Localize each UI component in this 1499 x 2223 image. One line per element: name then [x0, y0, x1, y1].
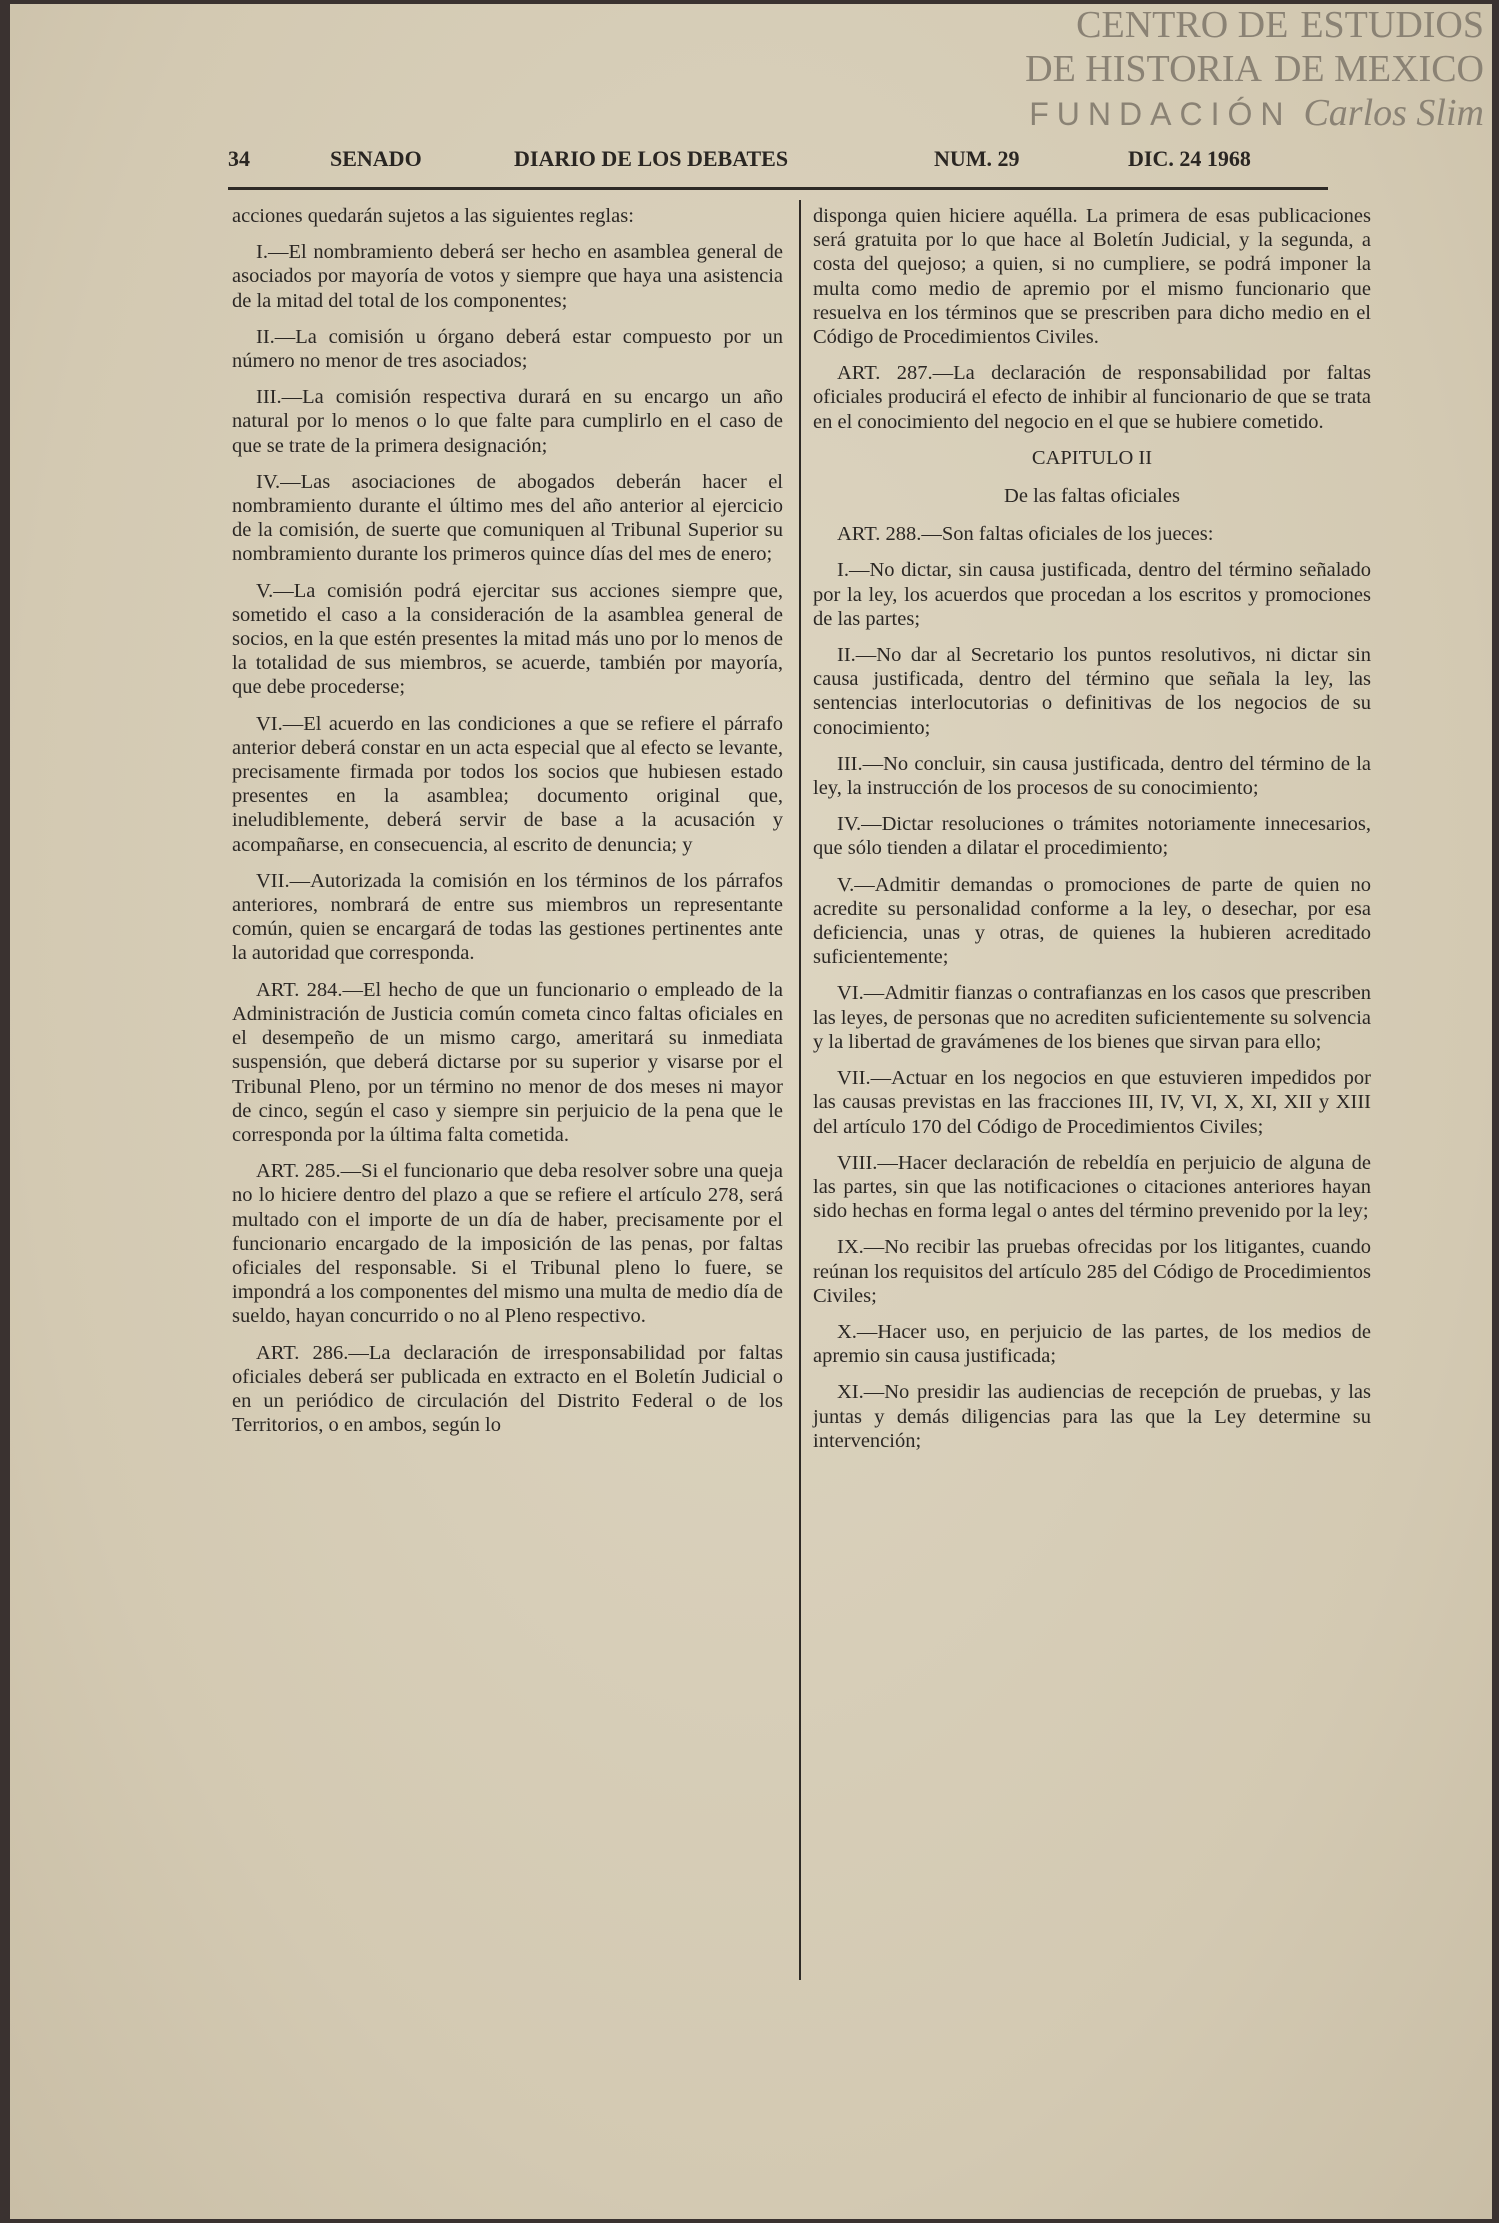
- left-column: [232, 204, 783, 1449]
- paragraph: VI.—El acuerdo en las condiciones a que se refiere el párrafo anterior deberá constar en un acta especial que al efecto se levante, precisamente firmada por todos los socios que hubiesen estado presentes en la asamblea; documento original que, ineludiblemente, deberá servir de base a la acusación y acompañarse, en consecuencia, al escrito de denuncia; y: [232, 712, 783, 856]
- paragraph: disponga quien hiciere aquélla. La primera de esas publicaciones será gratuita por lo que hace al Boletín Judicial, y la segunda, a costa del quejoso; a quien, si no cumpliere, se podrá imponer la multa como medio de apremio por el mismo funcionario que resuelva en los términos que se prescriben para dicho medio en el Código de Procedimientos Civiles.: [813, 205, 1371, 349]
- paragraph: X.—Hacer uso, en perjuicio de las partes, de los medios de apremio sin causa justificada;: [813, 1320, 1371, 1368]
- paragraph: I.—El nombramiento deberá ser hecho en asamblea general de asociados por mayoría de votos y siempre que haya una asistencia de la mitad del total de los componentes;: [232, 241, 783, 312]
- paragraph: IV.—Dictar resoluciones o trámites notoriamente innecesarios, que sólo tienden a dilatar el procedimiento;: [813, 813, 1371, 860]
- watermark-row: [1013, 48, 1484, 90]
- watermark-line: DE HISTORIA: [1025, 48, 1262, 90]
- watermark: [880, 2, 1492, 136]
- paragraph: ART. 287.—La declaración de responsabilidad por faltas oficiales producirá el efecto de inhibir al funcionario de que se trata en el conocimiento del negocio en el que se hubiere cometido.: [813, 362, 1371, 433]
- paragraph: V.—La comisión podrá ejercitar sus acciones siempre que, sometido el caso a la consideración de la asamblea general de socios, en la que estén presentes la mitad más uno por lo menos de la totalidad de sus miembros, se acuerde, también por mayoría, que debe procederse;: [232, 579, 783, 699]
- page-number: 34: [228, 146, 250, 171]
- paragraph: VII.—Autorizada la comisión en los términos de los párrafos anteriores, nombrará de entre sus miembros un representante común, quien se encargará de todas las gestiones pertinentes ante la autoridad que corresponda.: [232, 869, 783, 965]
- paragraph: ART. 286.—La declaración de irresponsabilidad por faltas oficiales deberá ser publicada en extracto en el Boletín Judicial o en un periódico de circulación del Distrito Federal o de los Territorios, o en ambos, según lo: [232, 1341, 783, 1437]
- paragraph: VIII.—Hacer declaración de rebeldía en perjuicio de alguna de las partes, sin que las notificaciones o citaciones anteriores hayan sido hechas en forma legal o antes del término prevenido por la ley;: [813, 1151, 1371, 1223]
- paragraph: V.—Admitir demandas o promociones de parte de quien no acredite su personalidad conforme a la ley, o desechar, por esa deficiencia, unas y otras, de quienes la hubieren acreditado suficientemente;: [813, 873, 1371, 969]
- paragraph: ART. 285.—Si el funcionario que deba resolver sobre una queja no lo hiciere dentro del plazo a que se refiere el artículo 278, será multado con el importe de un día de haber, precisamente por el funcionario encargado de la imposición de las penas, por faltas oficiales del responsable. Si el Tribunal pleno lo fuere, se impondrá a los componentes del mismo una multa de medio día de sueldo, hayan concurrido o no al Pleno respectivo.: [232, 1160, 783, 1328]
- watermark-line: DE MEXICO: [1273, 48, 1484, 90]
- watermark-foundation: FUNDACIÓN: [1029, 96, 1292, 132]
- paragraph: VI.—Admitir fianzas o contrafianzas en los casos que prescriben las leyes, de personas que no acrediten suficientemente su solvencia y la libertad de gravámenes de los bienes que sirvan para ello;: [813, 982, 1371, 1053]
- watermark-signature: Carlos Slim: [1303, 92, 1484, 134]
- paragraph: I.—No dictar, sin causa justificada, dentro del término señalado por la ley, los acuerdos que procedan a los escritos y promociones de las partes;: [813, 559, 1371, 630]
- paragraph: II.—No dar al Secretario los puntos resolutivos, ni dictar sin causa justificada, dentro del término que señala la ley, las sentencias interlocutorias o definitivas de los negocios de su conocimiento;: [813, 644, 1371, 739]
- watermark-line: CENTRO DE: [1076, 4, 1289, 46]
- right-column: [813, 204, 1371, 1465]
- chapter-subtitle: De las faltas oficiales: [1004, 485, 1180, 508]
- issue-number: NUM. 29: [934, 146, 1020, 171]
- document-page: [10, 4, 1492, 2219]
- paragraph: ART. 288.—Son faltas oficiales de los jueces:: [837, 523, 1214, 546]
- header-rule: [228, 187, 1328, 190]
- chapter-heading: CAPITULO II: [1031, 446, 1153, 469]
- watermark-line: ESTUDIOS: [1300, 4, 1484, 46]
- paragraph: XI.—No presidir las audiencias de recepción de pruebas, y las juntas y demás diligencias para las que la Ley determine su intervención;: [813, 1381, 1371, 1452]
- watermark-row: [1064, 4, 1484, 46]
- chamber-name: SENADO: [330, 146, 422, 171]
- column-divider: [799, 200, 801, 1980]
- paragraph: III.—No concluir, sin causa justificada, dentro del término de la ley, la instrucción de los procesos de su conocimiento;: [813, 752, 1371, 800]
- paragraph: acciones quedarán sujetos a las siguientes reglas:: [232, 205, 634, 227]
- paragraph: VII.—Actuar en los negocios en que estuvieren impedidos por las causas previstas en las fracciones III, IV, VI, X, XI, XII y XIII del artículo 170 del Código de Procedimientos Civiles;: [813, 1067, 1371, 1138]
- issue-date: DIC. 24 1968: [1128, 146, 1251, 171]
- paragraph: IV.—Las asociaciones de abogados deberán hacer el nombramiento durante el último mes del año anterior al ejercicio de la comisión, de suerte que comuniquen al Tribunal Superior su nombramiento durante los primeros quince días del mes de enero;: [232, 470, 783, 566]
- page-header: [228, 146, 1288, 176]
- watermark-row: [1017, 92, 1484, 134]
- paragraph: II.—La comisión u órgano deberá estar compuesto por un número no menor de tres asociados;: [232, 325, 783, 373]
- paragraph: IX.—No recibir las pruebas ofrecidas por los litigantes, cuando reúnan los requisitos del artículo 285 del Código de Procedimientos Civiles;: [813, 1236, 1371, 1307]
- publication-title: DIARIO DE LOS DEBATES: [514, 146, 789, 171]
- paragraph: ART. 284.—El hecho de que un funcionario o empleado de la Administración de Justicia común cometa cinco faltas oficiales en el desempeño de un mismo cargo, ameritará su inmediata suspensión, que deberá dictarse por su superior y visarse por el Tribunal Pleno, por un término no menor de dos meses ni mayor de cinco, según el caso y siempre sin perjuicio de la pena que le corresponda por la última falta cometida.: [232, 978, 783, 1146]
- paragraph: III.—La comisión respectiva durará en su encargo un año natural por lo menos o lo que falte para cumplirlo en el caso de que se trate de la primera designación;: [232, 386, 783, 457]
